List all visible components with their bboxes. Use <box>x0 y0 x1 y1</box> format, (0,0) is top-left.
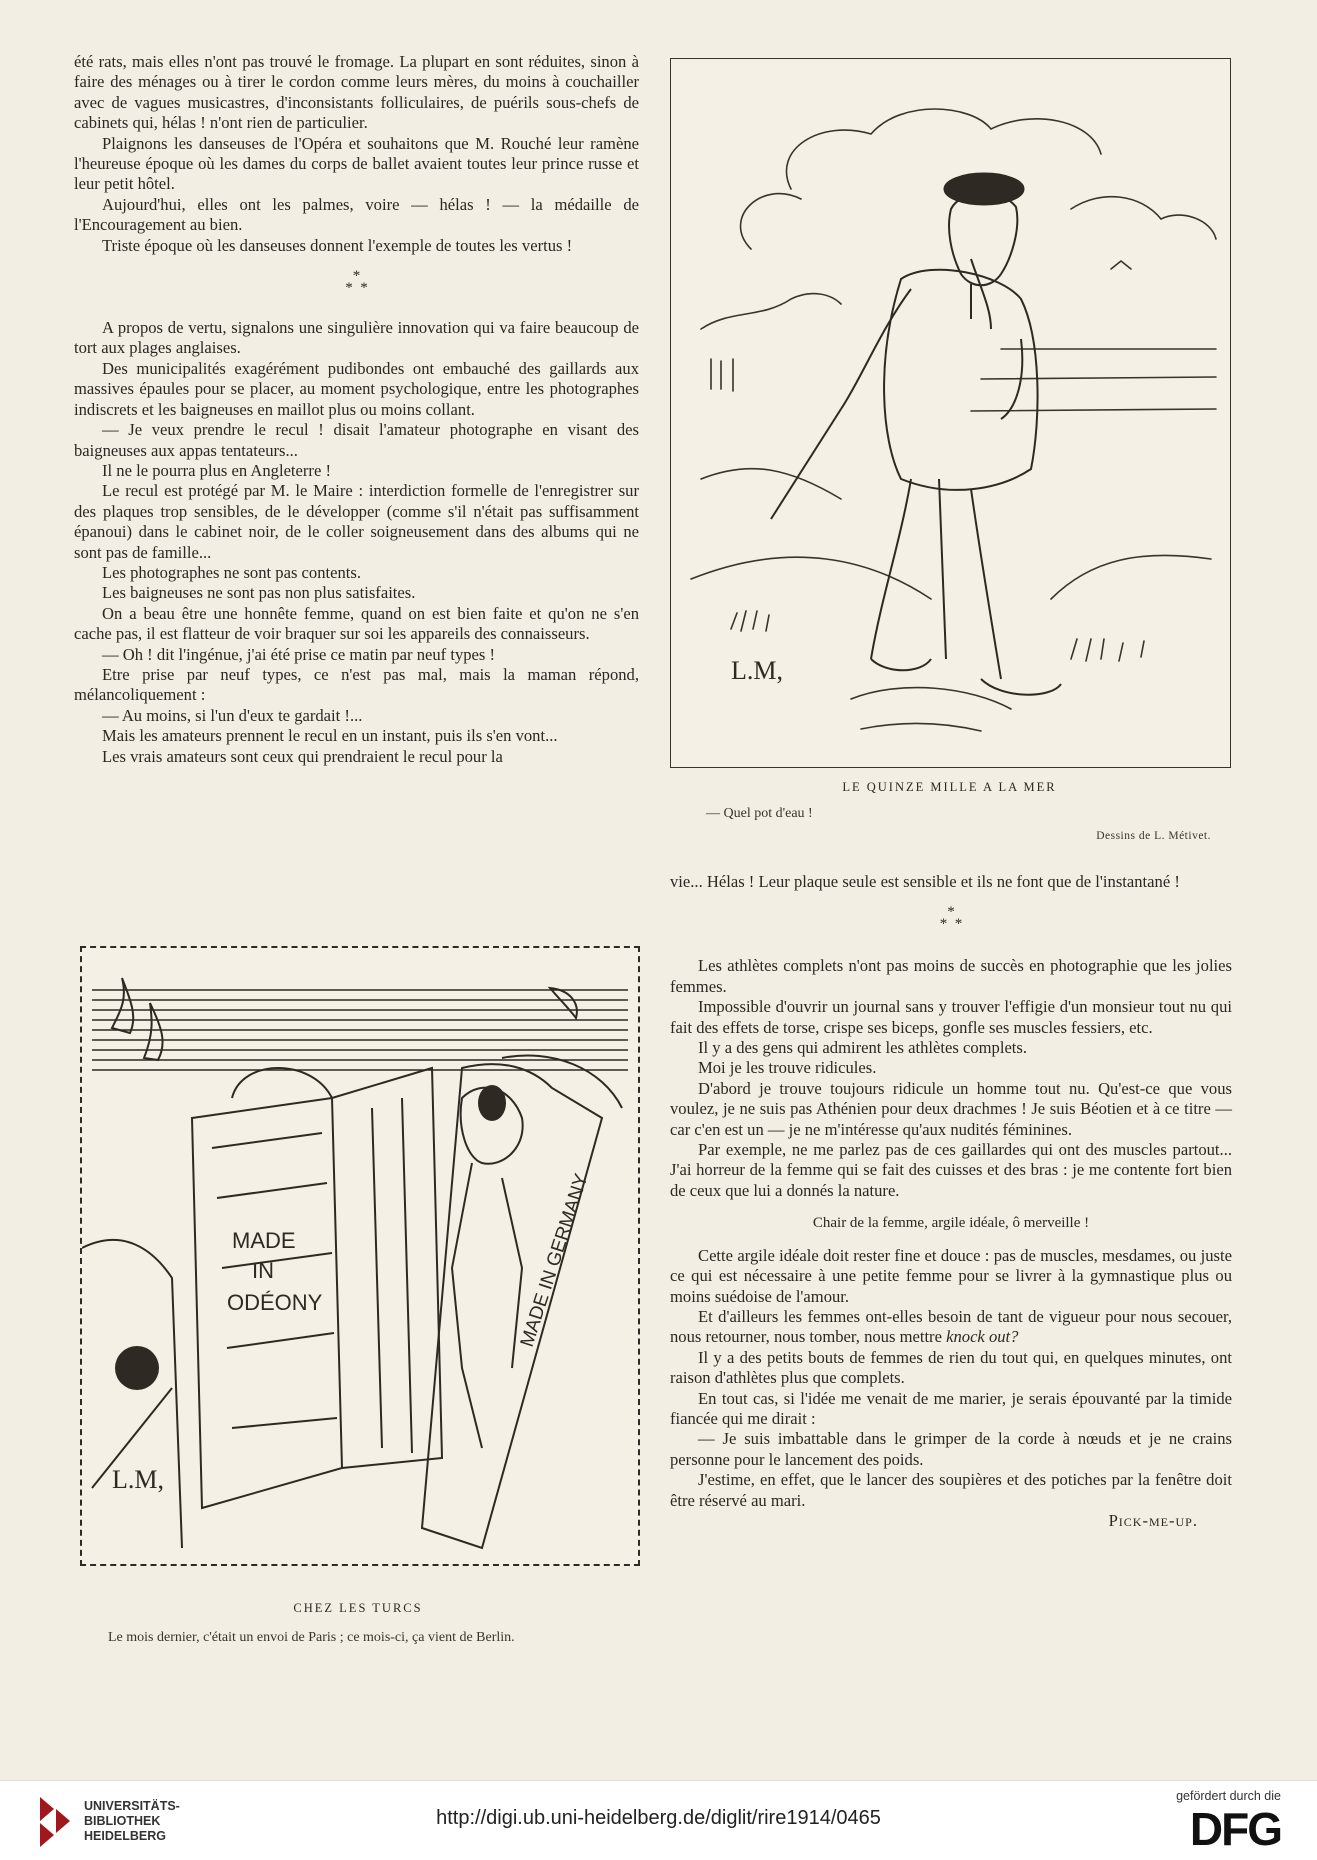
paragraph: Les athlètes complets n'ont pas moins de succès en photographie que les jolies femmes. <box>670 956 1232 996</box>
door-label-line: MADE <box>232 1228 296 1253</box>
caption-title: LE QUINZE MILLE A LA MER <box>842 780 1057 794</box>
paragraph: Les baigneuses ne sont pas non plus satisfaites. <box>102 583 416 603</box>
library-name-line: HEIDELBERG <box>84 1829 166 1843</box>
section-separator: * * * <box>345 268 368 297</box>
paragraph: — Oh ! dit l'ingénue, j'ai été prise ce matin par neuf types ! <box>102 644 496 664</box>
dfg-logo: DFG <box>1189 1803 1281 1855</box>
paragraph: Triste époque où les danseuses donnent l'exemple de toutes les vertus ! <box>102 235 573 255</box>
paragraph: D'abord je trouve toujours ridicule un homme tout nu. Qu'est-ce que vous voulez, je ne suis pas Athénien pour deux drachmes ! Je suis Béotien et à ce titre — car c'en est un — je ne m'intéresse qu'aux nudités féminines. <box>670 1078 1232 1139</box>
paragraph: Etre prise par neuf types, ce n'est pas mal, mais la maman répond, mélancoliquement : <box>74 664 639 705</box>
paragraph: Il ne le pourra plus en Angleterre ! <box>102 460 331 480</box>
paragraph: — Je veux prendre le recul ! disait l'amateur photographe en visant des baigneuses aux appas tentateurs... <box>74 420 639 460</box>
quote: Chair de la femme, argile idéale, ô merveille ! <box>812 1215 1090 1232</box>
right-column <box>670 872 1232 1531</box>
library-name-line: UNIVERSITÄTS- <box>84 1799 180 1813</box>
illustration-seaside-man <box>670 58 1231 768</box>
italic-phrase: knock out? <box>946 1327 1019 1347</box>
author-signature: Pick-me-up. <box>1108 1510 1198 1530</box>
paragraph: Des municipalités exagérément pudibondes ont embauché des gaillards aux massives épaules pour se placer, au moment psychologique, entre les photographes indiscrets et les baigneuses en maillot plus ou moins collant. <box>74 358 639 419</box>
illustration-credit: Dessins de L. Métivet. <box>1096 830 1211 842</box>
paragraph: Mais les amateurs prennent le recul en un instant, puis ils s'en vont... <box>102 726 558 746</box>
seaside-man-drawing <box>671 59 1230 767</box>
caption-title: CHEZ LES TURCS <box>293 1601 423 1615</box>
paragraph: été rats, mais elles n'ont pas trouvé le fromage. La plupart en sont réduites, sinon à faire des ménages ou à tirer le cordon comme leurs mères, du moins à couchailler avec de vagues musicastres, d'inconsistants folliculaires, de puérils sous-chefs de cabinets qui, hélas ! n'ont rien de particulier. <box>74 52 639 133</box>
paragraph: — Au moins, si l'un d'eux te gardait !... <box>102 705 363 725</box>
paragraph: Les vrais amateurs sont ceux qui prendraient le recul pour la <box>102 746 503 766</box>
artist-signature: L.M, <box>112 1465 164 1494</box>
paragraph: Et d'ailleurs les femmes ont-elles besoin de tant de vigueur pour nous secouer, nous retourner, nous tomber, nous mettre knock out? <box>670 1306 1232 1347</box>
paragraph: Aujourd'hui, elles ont les palmes, voire — hélas ! — la médaille de l'Encouragement au bien. <box>74 194 639 235</box>
artist-signature: L.M, <box>731 656 783 685</box>
doors-drawing <box>82 948 638 1564</box>
door-label-line: ODÉONY <box>227 1290 323 1315</box>
paragraph: On a beau être une honnête femme, quand on est bien faite et qu'on ne s'en cache pas, il est flatteur de voir braquer sur soi les appareils des connaisseurs. <box>74 603 639 644</box>
paragraph: Il y a des petits bouts de femmes de rien du tout qui, en quelques minutes, ont raison d'athlètes plus que complets. <box>670 1347 1232 1388</box>
paragraph: — Je suis imbattable dans le grimper de la corde à nœuds et je ne crains personne pour le lancement des poids. <box>670 1429 1232 1469</box>
section-separator: * * * <box>939 904 963 933</box>
paragraph: J'estime, en effet, que le lancer des soupières et des potiches par la fenêtre doit être réservé au mari. <box>670 1470 1232 1510</box>
paragraph: Le recul est protégé par M. le Maire : interdiction formelle de l'enregistrer sur des plaques trop sensibles, de le développer (comme s'il n'était pas suffisamment épanoui) dans le cabinet noir, de le coller soigneusement dans des albums qui ne sont pas de famille... <box>74 481 639 562</box>
caption-subtitle: Le mois dernier, c'était un envoi de Paris ; ce mois-ci, ça vient de Berlin. <box>108 1630 515 1645</box>
funding-label: gefördert durch die <box>1176 1789 1281 1803</box>
left-column <box>74 52 639 767</box>
library-name-line: BIBLIOTHEK <box>84 1814 161 1828</box>
door-label-germany: MADE IN GERMANY <box>516 1171 593 1350</box>
door-label-line: IN <box>252 1258 274 1283</box>
paragraph: Impossible d'ouvrir un journal sans y trouver l'effigie d'un monsieur tout nu qui fait des effets de torse, crispe ses biceps, gonfle ses muscles fessiers, etc. <box>670 997 1232 1037</box>
illustration-turkish-doors <box>80 946 640 1566</box>
paragraph: Cette argile idéale doit rester fine et douce : pas de muscles, mesdames, ou juste ce qui est nécessaire à une petite femme pour se livrer à la gymnastique plus ou moins suédoise de l'amour. <box>670 1245 1232 1306</box>
paragraph: A propos de vertu, signalons une singulière innovation qui va faire beaucoup de tort aux plages anglaises. <box>74 318 639 358</box>
paragraph: Plaignons les danseuses de l'Opéra et souhaitons que M. Rouché leur ramène l'heureuse époque où les dames du corps de ballet avaient toutes leur prince russe et leur petit hôtel. <box>74 133 639 194</box>
paragraph: Par exemple, ne me parlez pas de ces gaillardes qui ont des muscles partout... J'ai horreur de la femme qui se fait des cuisses et des bras : je me contente fort bien de ceux que lui a donnés la nature. <box>670 1140 1232 1200</box>
paragraph: En tout cas, si l'idée me venait de me marier, je serais épouvanté par la timide fiancée qui me dirait : <box>670 1388 1232 1428</box>
paragraph: vie... Hélas ! Leur plaque seule est sensible et ils ne font que de l'instantané ! <box>670 872 1180 891</box>
caption-subtitle: — Quel pot d'eau ! <box>706 806 813 821</box>
permalink-url[interactable]: http://digi.ub.uni-heidelberg.de/diglit/rire1914/0465 <box>436 1807 881 1829</box>
digitization-footer <box>0 1780 1317 1860</box>
paragraph: Il y a des gens qui admirent les athlètes complets. <box>698 1038 1028 1058</box>
paragraph: Moi je les trouve ridicules. <box>698 1058 877 1078</box>
paragraph: Les photographes ne sont pas contents. <box>102 562 361 582</box>
